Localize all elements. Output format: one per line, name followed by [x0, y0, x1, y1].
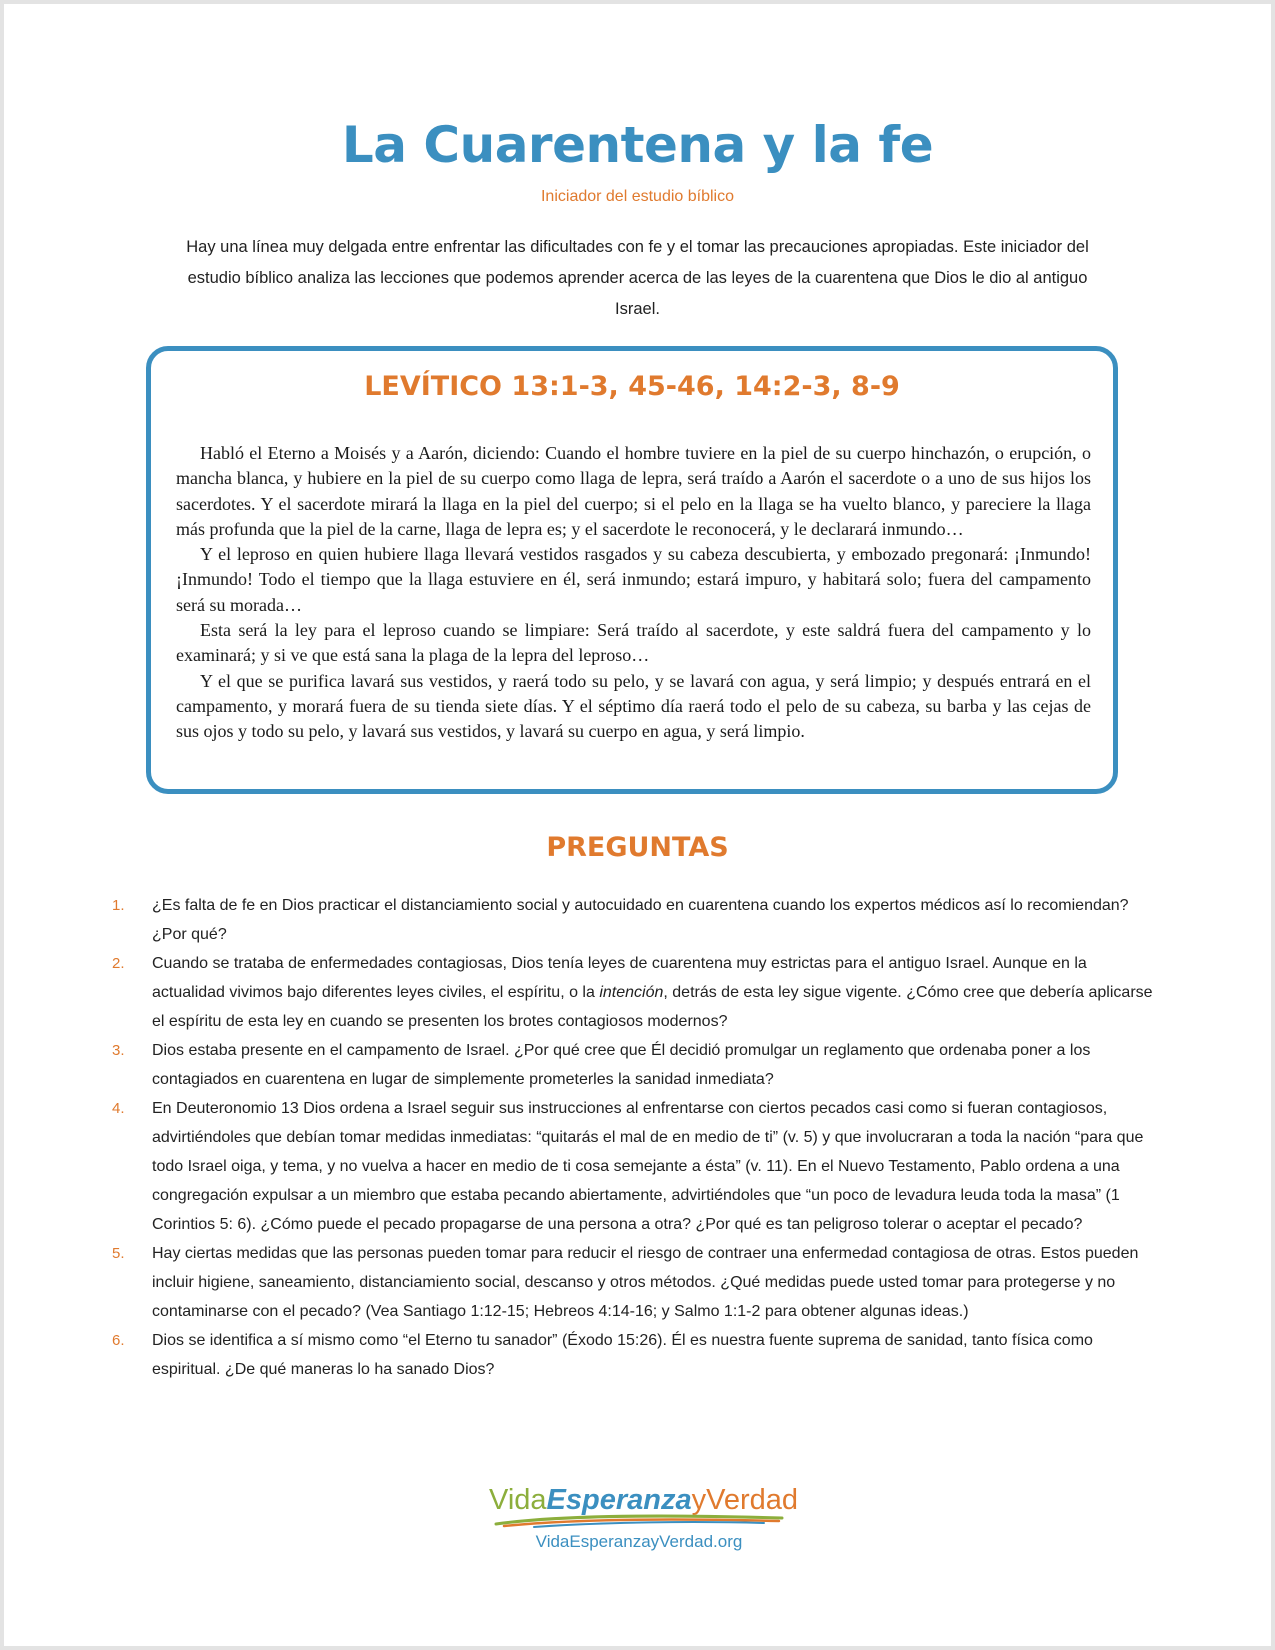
question-number: 5.	[112, 1245, 125, 1262]
website-link[interactable]: VidaEsperanzayVerdad.org	[535, 1532, 743, 1551]
question-number: 2.	[112, 955, 125, 972]
scripture-paragraph: Y el que se purifica lavará sus vestidos, y raerá todo su pelo, y se lavará con agua, y será limpio; y después entrará en el campamento, y morará fuera de su tienda siete días. Y el séptimo día raerá todo el pelo de su cabeza, su barba y las cejas de sus ojos y todo su pelo, y lavará sus vestidos, y lavará su cuerpo en agua, y será limpio.	[176, 670, 1091, 742]
logo-vida: Vida	[489, 1484, 547, 1516]
question-item	[112, 1094, 1162, 1239]
questions-list	[112, 891, 1162, 1384]
intro-paragraph: Hay una línea muy delgada entre enfrentar las dificultades con fe y el tomar las precauciones apropiadas. Este iniciador del estudio bíblico analiza las lecciones que podemos aprender acerca de las leyes de la cuarentena que Dios le dio al antiguo Israel.	[186, 238, 1089, 318]
logo-swoosh-icon	[494, 1512, 784, 1528]
site-logo[interactable]	[489, 1482, 799, 1562]
scripture-paragraph: Esta será la ley para el leproso cuando se limpiare: Será traído al sacerdote, y este saldrá fuera del campamento y lo examinará; y si ve que está sana la plaga de la lepra del leproso…	[176, 620, 1091, 666]
question-item	[112, 891, 1162, 949]
logo-esperanza: Esperanza	[546, 1484, 692, 1516]
question-text: Dios se identifica a sí mismo como “el Eterno tu sanador” (Éxodo 15:26). Él es nuestra fuente suprema de sanidad, tanto física como espiritual. ¿De qué maneras lo ha sanado Dios?	[152, 1332, 1093, 1378]
question-item	[112, 1036, 1162, 1094]
page-title: La Cuarentena y la fe	[341, 116, 934, 174]
question-text	[152, 955, 1153, 1030]
logo-y: y	[691, 1484, 707, 1516]
scripture-paragraph: Habló el Eterno a Moisés y a Aarón, diciendo: Cuando el hombre tuviere en la piel de su cuerpo hinchazón, o erupción, o mancha blanca, y hubiere en la piel de su cuerpo como llaga de lepra, será traído a Aarón el sacerdote o a uno de sus hijos los sacerdotes. Y el sacerdote mirará la llaga en la piel del cuerpo; si el pelo en la llaga se ha vuelto blanco, y pareciere la llaga más profunda que la piel de la carne, llaga de lepra es; y el sacerdote le reconocerá, y le declarará inmundo…	[176, 443, 1091, 539]
question-text: Hay ciertas medidas que las personas pueden tomar para reducir el riesgo de contraer una enfermedad contagiosa de otras. Estos pueden incluir higiene, saneamiento, distanciamiento social, descanso y otros métodos. ¿Qué medidas puede usted tomar para protegerse y no contaminarse con el pecado? (Vea Santiago 1:12-15; Hebreos 4:14-16; y Salmo 1:1-2 para obtener algunas ideas.)	[152, 1245, 1139, 1320]
question-item	[112, 949, 1162, 1036]
page-subtitle: Iniciador del estudio bíblico	[540, 188, 734, 205]
question-text-part: , detrás de esta ley sigue vigente. ¿Cómo cree que debería aplicarse el espíritu de esta ley en cuando se presenten los brotes contagiosos modernos?	[152, 984, 1153, 1030]
question-text: ¿Es falta de fe en Dios practicar el distanciamiento social y autocuidado en cuarentena cuando los expertos médicos así lo recomiendan? ¿Por qué?	[152, 897, 1129, 943]
question-number: 3.	[112, 1042, 125, 1059]
question-number: 4.	[112, 1100, 125, 1117]
question-item	[112, 1326, 1162, 1384]
scripture-reference: LEVÍTICO 13:1-3, 45-46, 14:2-3, 8-9	[364, 371, 900, 402]
question-item	[112, 1239, 1162, 1326]
logo-verdad: Verdad	[706, 1484, 799, 1516]
question-text: En Deuteronomio 13 Dios ordena a Israel seguir sus instrucciones al enfrentarse con ciertos pecados casi como si fueran contagiosos, advirtiéndoles que debían tomar medidas inmediatas: “quitarás el mal de en medio de ti” (v. 5) y que involucraran a toda la nación “para que todo Israel oiga, y tema, y no vuelva a hacer en medio de ti cosa semejante a ésta” (v. 11). En el Nuevo Testamento, Pablo ordena a una congregación expulsar a un miembro que estaba pecando abiertamente, advirtiéndoles que “un poco de levadura leuda toda la masa” (1 Corintios 5: 6). ¿Cómo puede el pecado propagarse de una persona a otra? ¿Por qué es tan peligroso tolerar o aceptar el pecado?	[152, 1100, 1144, 1233]
question-number: 1.	[112, 897, 125, 914]
scripture-text	[176, 441, 1091, 745]
question-text-part: Cuando se trataba de enfermedades contagiosas, Dios tenía leyes de cuarentena muy estrictas para el antiguo Israel. Aunque en la actualidad vivimos bajo diferentes leyes civiles, el espíritu, o la	[152, 955, 1087, 1001]
scripture-box	[146, 346, 1118, 794]
scripture-paragraph: Y el leproso en quien hubiere llaga llevará vestidos rasgados y su cabeza descubierta, y embozado pregonará: ¡Inmundo! ¡Inmundo! Todo el tiempo que la llaga estuviere en él, será inmundo; estará impuro, y habitará solo; fuera del campamento será su morada…	[176, 544, 1091, 615]
document-page	[4, 4, 1271, 1646]
question-text: Dios estaba presente en el campamento de Israel. ¿Por qué cree que Él decidió promulgar un reglamento que ordenaba poner a los contagiados en cuarentena en lugar de simplemente prometerles la sanidad inmediata?	[152, 1042, 1091, 1088]
question-emphasis: intención	[599, 984, 664, 1001]
question-number: 6.	[112, 1332, 125, 1349]
questions-heading: PREGUNTAS	[546, 832, 729, 863]
